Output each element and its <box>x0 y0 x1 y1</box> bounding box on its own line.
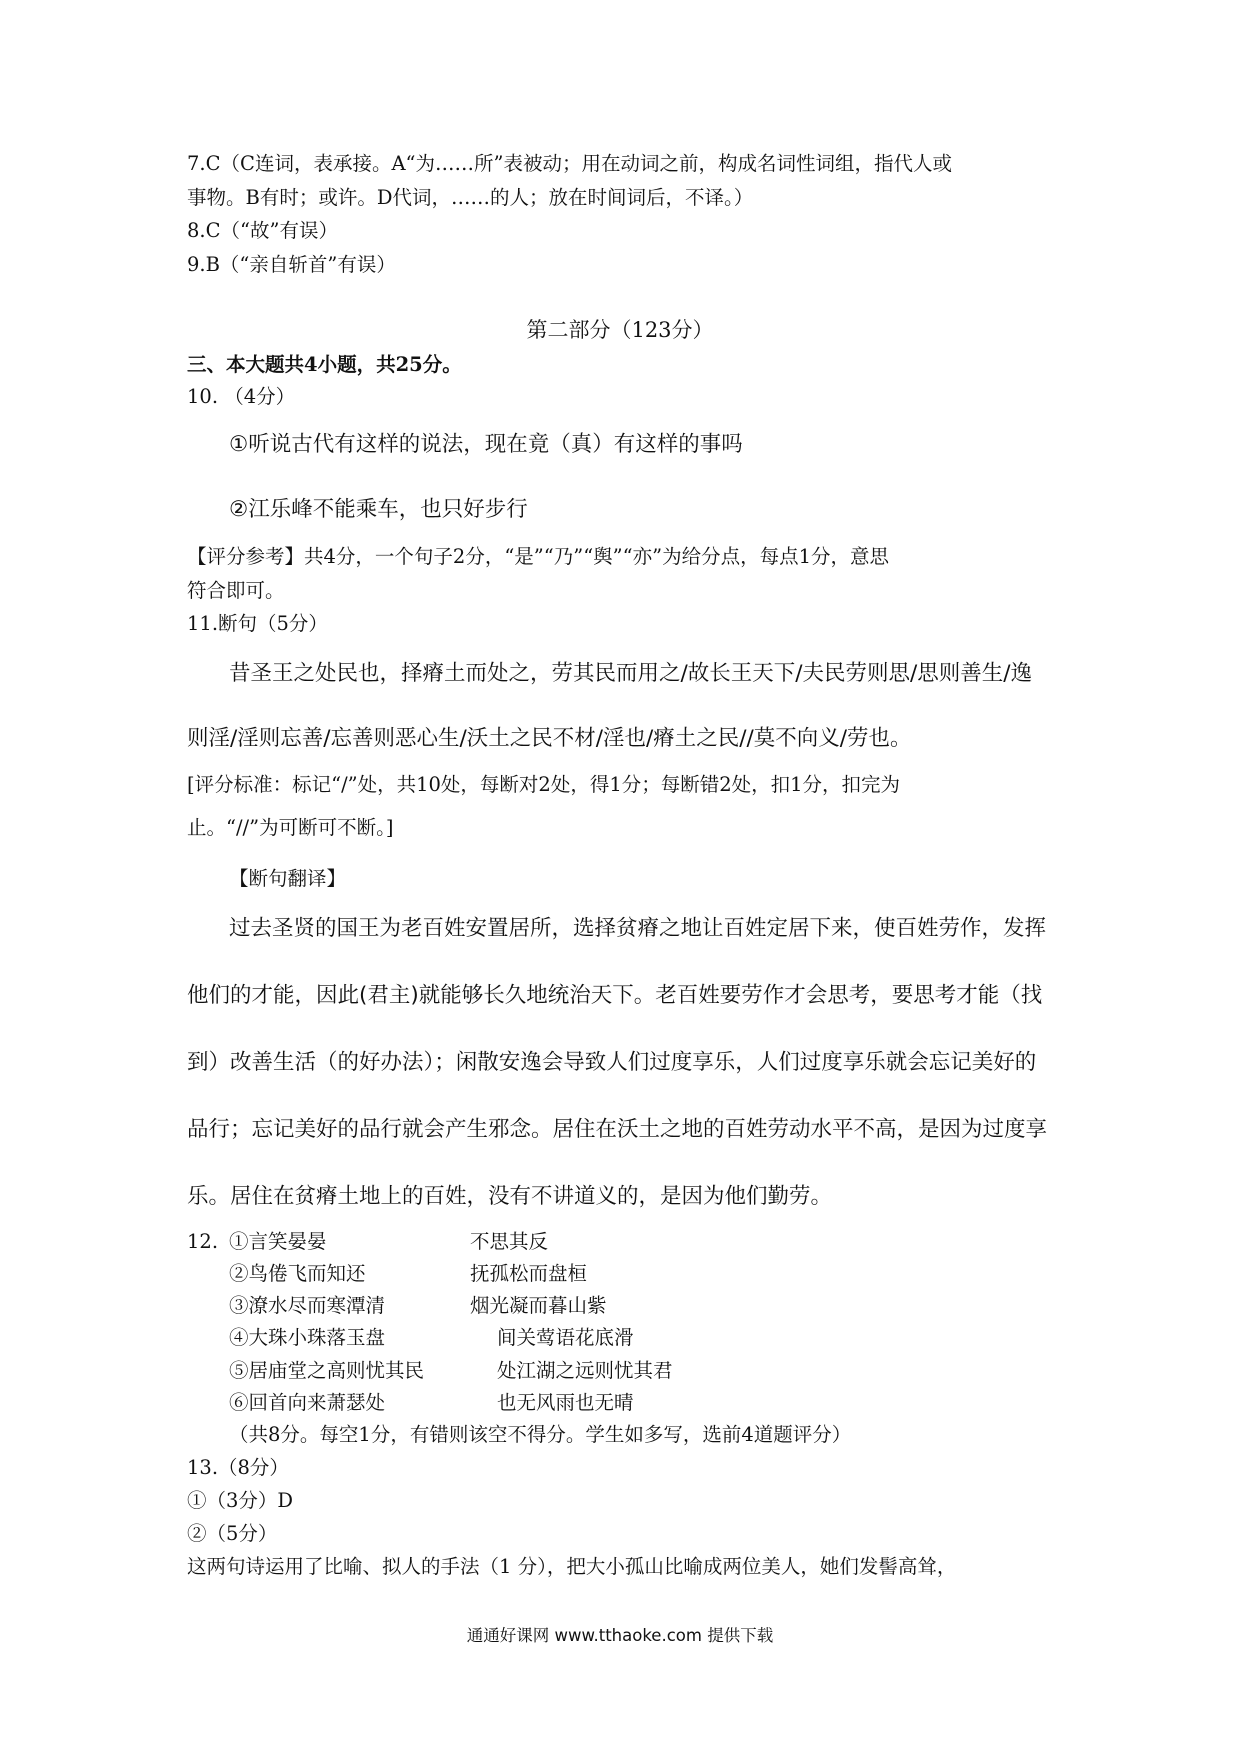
q10-answer-1: ①听说古代有这样的说法，现在竟（真）有这样的事吗 <box>229 432 743 457</box>
q12-row-b: 也无风雨也无晴 <box>497 1391 634 1414</box>
q12-number: 12. <box>187 1230 219 1253</box>
q12-row-b: 不思其反 <box>470 1230 549 1253</box>
q11-standard-line-1: [评分标准：标记“/”处，共10处，每断对2处，得1分；每断错2处，扣1分，扣完为 <box>187 773 901 796</box>
q12-row-a: ⑥回首向来萧瑟处 <box>229 1391 386 1414</box>
translation-line: 到）改善生活（的好办法）；闲散安逸会导致人们过度享乐，人们过度享乐就会忘记美好的 <box>187 1050 1037 1075</box>
section3-title: 三、本大题共4小题，共25分。 <box>187 353 462 376</box>
translation-line: 他们的才能，因此(君主)就能够长久地统治天下。老百姓要劳作才会思考，要思考才能（找 <box>187 983 1043 1008</box>
q11-standard-line-2: 止。“//”为可断可不断。] <box>187 816 394 839</box>
page-footer: 通通好课网 www.tthaoke.com 提供下载 <box>466 1626 774 1645</box>
q10-score-line-1: 【评分参考】共4分，一个句子2分，“是”“乃”“舆”“亦”为给分点，每点1分，意思 <box>187 545 889 568</box>
q11-translation-heading: 【断句翻译】 <box>229 867 347 890</box>
translation-line: 品行；忘记美好的品行就会产生邪念。居住在沃土之地的百姓劳动水平不高，是因为过度享 <box>187 1117 1048 1142</box>
q10-score-line-2: 符合即可。 <box>187 579 285 602</box>
q8-answer: 8.C（“故”有误） <box>187 219 338 242</box>
q12-row-b: 抚孤松而盘桓 <box>470 1262 588 1285</box>
q11-text-line-2: 则淫/淫则忘善/忘善则恶心生/沃土之民不材/淫也/瘠土之民//莫不向义/劳也。 <box>187 726 912 751</box>
q11-heading: 11.断句（5分） <box>187 612 328 635</box>
q9-answer: 9.B（“亲自斩首”有误） <box>187 253 396 276</box>
q12-row-a: ①言笑晏晏 <box>229 1230 327 1253</box>
q13-heading: 13.（8分） <box>187 1456 289 1479</box>
q7-line-2: 事物。B有时；或许。D代词，……的人；放在时间词后，不译。） <box>187 186 754 209</box>
translation-line: 乐。居住在贫瘠土地上的百姓，没有不讲道义的，是因为他们勤劳。 <box>187 1184 833 1209</box>
q12-row-b: 烟光凝而暮山紫 <box>470 1294 607 1317</box>
q11-text-line-1: 昔圣王之处民也，择瘠土而处之，劳其民而用之/故长王天下/夫民劳则思/思则善生/逸 <box>229 661 1032 686</box>
q10-answer-2: ②江乐峰不能乘车，也只好步行 <box>229 497 528 522</box>
q13-part-1: ①（3分）D <box>187 1489 294 1512</box>
q12-row-a: ②鸟倦飞而知还 <box>229 1262 366 1285</box>
q12-row-b: 间关莺语花底滑 <box>497 1326 634 1349</box>
q12-row-a: ③潦水尽而寒潭清 <box>229 1294 386 1317</box>
q7-line-1: 7.C（C连词，表承接。A“为……所”表被动；用在动词之前，构成名词性词组，指代人或 <box>187 152 952 175</box>
q12-row-b: 处江湖之远则忧其君 <box>497 1359 673 1382</box>
q13-part-2: ②（5分） <box>187 1522 278 1545</box>
part2-title: 第二部分（123分） <box>526 318 714 342</box>
q12-note: （共8分。每空1分，有错则该空不得分。学生如多写，选前4道题评分） <box>229 1423 852 1446</box>
q12-row-a: ⑤居庙堂之高则忧其民 <box>229 1359 425 1382</box>
q10-heading: 10. （4分） <box>187 385 296 408</box>
q13-text-line-1: 这两句诗运用了比喻、拟人的手法（1 分），把大小孤山比喻成两位美人，她们发髻高耸， <box>187 1555 957 1578</box>
q12-row-a: ④大珠小珠落玉盘 <box>229 1326 386 1349</box>
translation-line: 过去圣贤的国王为老百姓安置居所，选择贫瘠之地让百姓定居下来，使百姓劳作，发挥 <box>229 916 1047 941</box>
